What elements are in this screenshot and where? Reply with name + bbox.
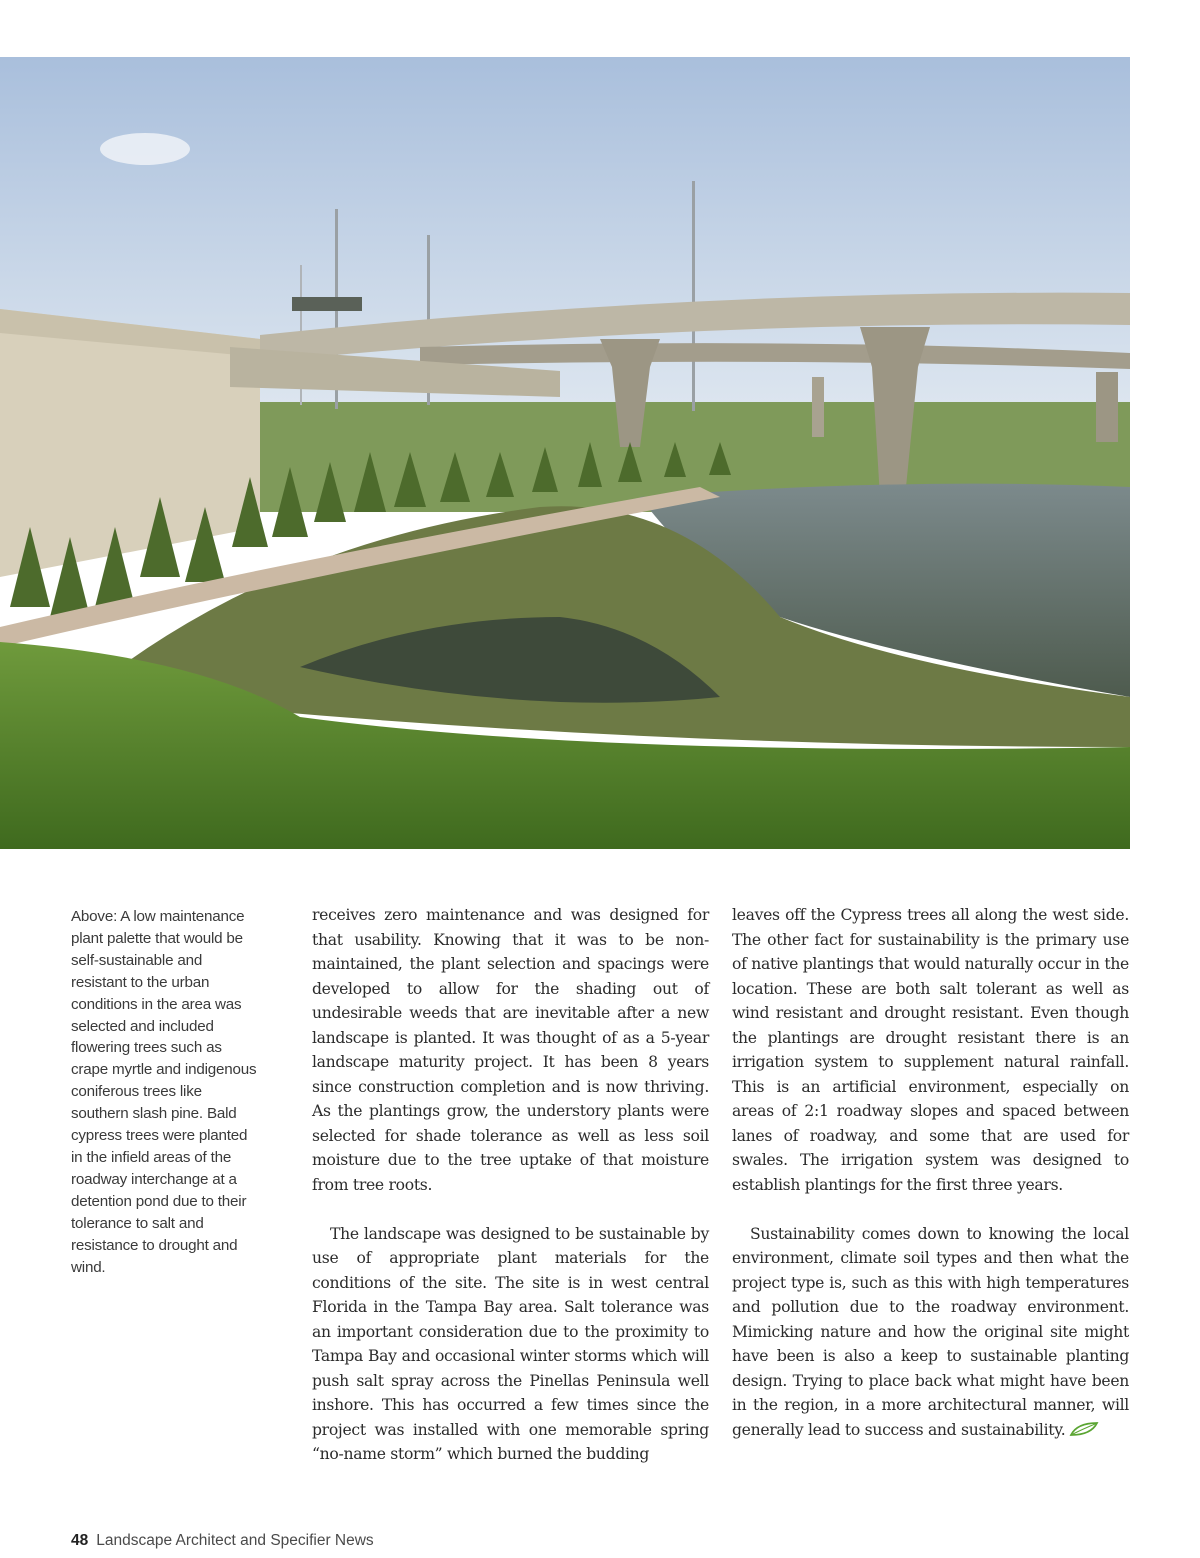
column-2-paragraph-1: leaves off the Cypress trees all along the west side. The other fact for sustainability is the primary use of native plantings that would naturally occur in the location. These are both salt tolerant as well as wind resistant and drought resistant. Even though the plantings are drought resistant there is an irrigation system to supplement natural rainfall. This is an artificial environment, especially on areas of 2:1 roadway slopes and spaced between lanes of roadway, and some that are used for swales. The irrigation system was designed to establish plantings for the first three years. [732,906,1129,1194]
column-2-paragraph-2-text: Sustainability comes down to knowing the local environment, climate soil types and then what the project type is, such as this with high temperatures and pollution due to the roadway environment. Mimicking nature and how the original site might have been is also a keep to sustainable planting design. Trying to place back what might have been in the region, in a more architectural manner, will generally lead to success and sustainability. [732,1224,1129,1439]
column-1-paragraph-2: The landscape was designed to be sustainable by use of appropriate plant materials for the conditions of the site. The site is in west central Florida in the Tampa Bay area. Salt tolerance was an important consideration due to the proximity to Tampa Bay and occasional winter storms which will push salt spray across the Pinellas Peninsula well inshore. This has occurred a few times since the project was installed with one memorable spring “no-name storm” which burned the budding [312,1224,709,1463]
page-number: 48 [71,1532,89,1549]
photo-caption: Above: A low maintenance plant palette that would be self-sustainable and resistant to the urban conditions in the area was selected and included flowering trees such as crape myrtle and indigenous coniferous trees like southern slash pine. Bald cypress trees were planted in the infield areas of the roadway interchange at a detention pond due to their tolerance to salt and resistance to drought and wind. [71,908,257,1276]
column-2-paragraph-2 [732,1222,1129,1443]
article-column-1 [312,903,709,1467]
article-photo [0,57,1130,849]
page-footer [71,1532,374,1550]
leaf-end-icon [1069,1421,1099,1437]
article-column-2 [732,903,1129,1442]
publication-name: Landscape Architect and Specifier News [96,1532,374,1549]
column-1-paragraph-1: receives zero maintenance and was designed for that usability. Knowing that it was to be non-maintained, the plant selection and spacings were developed to allow for the shading out of undesirable weeds that are inevitable after a new landscape is planted. It was thought of as a 5-year landscape maturity project. It has been 8 years since construction completion and is now thriving. As the plantings grow, the understory plants were selected for shade tolerance as well as less soil moisture due to the tree uptake of that moisture from tree roots. [312,906,709,1194]
